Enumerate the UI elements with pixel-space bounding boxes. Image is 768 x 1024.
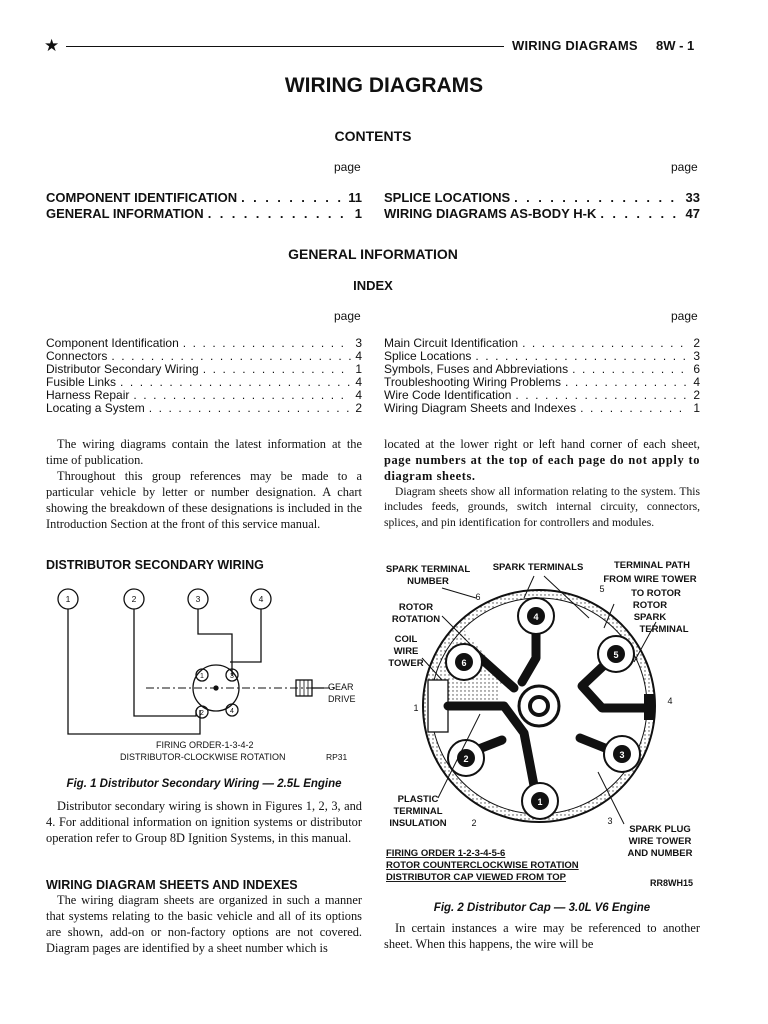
header-rule xyxy=(66,46,504,47)
label-firing-order: FIRING ORDER 1-2-3-4-5-6 xyxy=(386,848,506,859)
index-entry[interactable]: Symbols, Fuses and Abbreviations . . . 6 xyxy=(384,363,700,376)
contents-entry[interactable]: SPLICE LOCATIONS . . . 33 xyxy=(384,190,700,206)
drive-label: DRIVE xyxy=(328,694,356,704)
label-plastic-insulation: PLASTIC xyxy=(397,794,439,805)
wiring-diagram-sheets-heading: WIRING DIAGRAM SHEETS AND INDEXES xyxy=(46,878,298,892)
label-terminal-path: TERMINAL PATH xyxy=(614,560,690,571)
intro-text xyxy=(46,436,362,533)
outer-number: 5 xyxy=(599,584,605,594)
terminal-label: 4 xyxy=(258,594,264,604)
distributor-text xyxy=(46,798,362,846)
index-entry[interactable]: Wiring Diagram Sheets and Indexes . . . 1 xyxy=(384,402,700,415)
header-page-number: 8W - 1 xyxy=(656,38,695,53)
index-entry[interactable]: Component Identification . . . 3 xyxy=(46,337,362,350)
index-page-label-left: page xyxy=(334,309,361,323)
contents-right-list xyxy=(384,190,700,222)
paragraph: located at the lower right or left hand corner of each sheet, page numbers at the top of each page do not apply to diagram sheets. xyxy=(384,437,700,484)
label-terminal-path: TO ROTOR xyxy=(631,588,681,599)
wire-2 xyxy=(134,609,196,716)
tower-number: 2 xyxy=(463,754,469,764)
label-rotor-rotation: ROTOR xyxy=(398,602,434,613)
contents-heading: CONTENTS xyxy=(334,128,412,144)
paragraph: The wiring diagram sheets are organized in such a manner that systems relating to the basic vehicle and all of its options are shown, add-on or non-factory options are not covered. Diagram pages are identified by a sheet number which is xyxy=(46,893,362,956)
label-coil-wire-tower: WIRE xyxy=(393,646,419,657)
outer-number: 6 xyxy=(475,592,481,602)
figure-code: RP31 xyxy=(326,752,348,762)
paragraph: The wiring diagrams contain the latest information at the time of publication. xyxy=(46,437,362,468)
contents-entry[interactable]: WIRING DIAGRAMS AS-BODY H-K . . . 47 xyxy=(384,206,700,222)
label-plastic-insulation: TERMINAL xyxy=(393,806,443,817)
label-spark-terminal-number: NUMBER xyxy=(407,576,449,587)
index-entry[interactable]: Harness Repair . . . 4 xyxy=(46,389,362,402)
label-spark-terminals: SPARK TERMINALS xyxy=(492,562,584,573)
rotor-hub xyxy=(530,697,548,715)
label-spark-plug-tower: SPARK PLUG xyxy=(629,824,691,835)
cap-number: 3 xyxy=(230,673,234,680)
terminal-label: 3 xyxy=(195,594,201,604)
general-information-heading: GENERAL INFORMATION xyxy=(288,246,458,262)
label-spark-plug-tower: AND NUMBER xyxy=(627,848,693,859)
contents-entry[interactable]: COMPONENT IDENTIFICATION . . . 11 xyxy=(46,190,362,206)
index-entry[interactable]: Fusible Links . . . 4 xyxy=(46,376,362,389)
label-rotor-rotation: ROTATION xyxy=(391,614,441,625)
label-terminal-path: FROM WIRE TOWER xyxy=(603,574,697,585)
cap-number: 1 xyxy=(200,673,204,680)
label-spark-plug-tower: WIRE TOWER xyxy=(628,836,692,847)
label-coil-wire-tower: COIL xyxy=(394,634,418,645)
index-right-list xyxy=(384,337,700,415)
index-entry[interactable]: Wire Code Identification . . . 2 xyxy=(384,389,700,402)
figure-2-caption: Fig. 2 Distributor Cap — 3.0L V6 Engine xyxy=(433,902,651,914)
paragraph: Diagram sheets show all information relating to the system. This includes feeds, grounds, switch internal circuity, connectors, splices, and pin identification for controllers and modules. xyxy=(384,485,700,529)
cap-number: 2 xyxy=(200,710,204,717)
label-rotation: ROTOR COUNTERCLOCKWISE ROTATION xyxy=(386,860,579,871)
gear-label: GEAR xyxy=(328,682,354,692)
index-entry[interactable]: Splice Locations . . . 3 xyxy=(384,350,700,363)
index-left-list xyxy=(46,337,362,415)
outer-number: 4 xyxy=(667,696,673,706)
tower-number: 4 xyxy=(533,612,539,622)
paragraph: Distributor secondary wiring is shown in Figures 1, 2, 3, and 4. For additional information on ignition systems or distributor operation refer to Group 8D Ignition Systems, in this manual. xyxy=(46,799,362,846)
paragraph: In certain instances a wire may be referenced to another sheet. When this happens, the wire will be xyxy=(384,921,700,952)
star-icon: ★ xyxy=(44,36,60,56)
cap-number: 4 xyxy=(230,708,234,715)
tower-number: 3 xyxy=(619,750,625,760)
contents-page-label-left: page xyxy=(334,160,361,174)
rotation-label: DISTRIBUTOR-CLOCKWISE ROTATION xyxy=(120,752,286,762)
contents-entry[interactable]: GENERAL INFORMATION . . . 1 xyxy=(46,206,362,222)
terminal-label: 1 xyxy=(65,594,71,604)
right-column-text xyxy=(384,436,700,530)
sheets-text xyxy=(46,892,362,956)
tower-number: 6 xyxy=(461,658,467,668)
index-entry[interactable]: Distributor Secondary Wiring . . . 1 xyxy=(46,363,362,376)
index-heading: INDEX xyxy=(353,278,393,293)
index-entry[interactable]: Main Circuit Identification . . . 2 xyxy=(384,337,700,350)
index-entry[interactable]: Locating a System . . . 2 xyxy=(46,402,362,415)
label-rotor-spark-terminal: TERMINAL xyxy=(639,624,689,635)
label-spark-terminal-number: SPARK TERMINAL xyxy=(385,564,471,575)
firing-order-label: FIRING ORDER-1-3-4-2 xyxy=(156,740,254,750)
label-rotor-spark-terminal: SPARK xyxy=(633,612,667,623)
index-entry[interactable]: Connectors . . . 4 xyxy=(46,350,362,363)
label-view: DISTRIBUTOR CAP VIEWED FROM TOP xyxy=(386,872,566,883)
figure-code: RR8WH15 xyxy=(650,878,694,888)
outer-number: 1 xyxy=(413,703,419,713)
reference-text xyxy=(384,920,700,952)
distributor-secondary-wiring-heading: DISTRIBUTOR SECONDARY WIRING xyxy=(46,558,264,572)
page-title: WIRING DIAGRAMS xyxy=(284,74,484,97)
terminal-label: 2 xyxy=(131,594,137,604)
label-rotor-spark-terminal: ROTOR xyxy=(632,600,668,611)
contents-page-label-right: page xyxy=(671,160,698,174)
wire-3 xyxy=(198,609,232,676)
wire-4 xyxy=(230,609,261,662)
paragraph: Throughout this group references may be made to a particular vehicle by letter or number designation. A chart showing the breakdown of these designations is included in the Introduction Section at the front of this service manual. xyxy=(46,469,362,532)
outer-number: 3 xyxy=(607,816,613,826)
index-page-label-right: page xyxy=(671,309,698,323)
tower-number: 1 xyxy=(537,797,543,807)
contents-left-list xyxy=(46,190,362,222)
figure-1-caption: Fig. 1 Distributor Secondary Wiring — 2.5L Engine xyxy=(66,778,342,790)
figure-2-distributor-cap-diagram xyxy=(384,558,704,894)
figure-1-distributor-wiring-diagram xyxy=(46,584,366,770)
label-plastic-insulation: INSULATION xyxy=(389,818,447,829)
leader-line xyxy=(442,588,476,598)
label-coil-wire-tower: TOWER xyxy=(388,658,424,669)
outer-number: 2 xyxy=(471,818,477,828)
tower-number: 5 xyxy=(613,650,619,660)
header-section-title: WIRING DIAGRAMS xyxy=(512,38,638,53)
index-entry[interactable]: Troubleshooting Wiring Problems . . . 4 xyxy=(384,376,700,389)
